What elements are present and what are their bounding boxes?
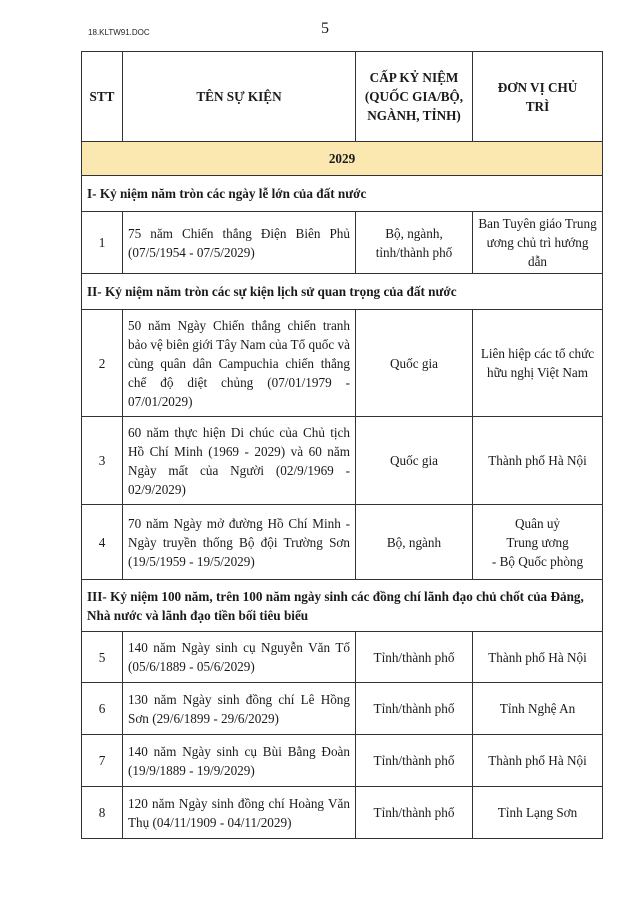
row-stt: 3 (82, 417, 123, 505)
row-level: Bộ, ngành (356, 505, 473, 580)
row-stt: 6 (82, 683, 123, 735)
section-row (82, 274, 603, 310)
year-row (82, 142, 603, 176)
row-event: 70 năm Ngày mở đường Hồ Chí Minh - Ngày truyền thống Bộ đội Trường Sơn (19/5/1959 - 19/5/2029) (123, 505, 356, 580)
host-line: Trung ương (506, 534, 569, 550)
row-host (473, 505, 603, 580)
table-row (82, 417, 603, 505)
table-row (82, 735, 603, 787)
row-event: 75 năm Chiến thắng Điện Biên Phủ (07/5/1954 - 07/5/2029) (123, 212, 356, 274)
row-stt: 8 (82, 787, 123, 839)
row-host: Thành phố Hà Nội (473, 632, 603, 683)
table-row (82, 632, 603, 683)
row-stt: 1 (82, 212, 123, 274)
row-stt: 4 (82, 505, 123, 580)
section-title: III- Kỷ niệm 100 năm, trên 100 năm ngày sinh các đồng chí lãnh đạo chủ chốt của Đảng, Nhà nước và lãnh đạo tiền bối tiêu biểu (82, 580, 603, 632)
section-title: I- Kỷ niệm năm tròn các ngày lễ lớn của đất nước (82, 176, 603, 212)
header-event: TÊN SỰ KIỆN (123, 52, 356, 142)
section-title: II- Kỷ niệm năm tròn các sự kiện lịch sử quan trọng của đất nước (82, 274, 603, 310)
row-host: Tỉnh Nghệ An (473, 683, 603, 735)
table-header-row (82, 52, 603, 142)
row-level: Bộ, ngành, tỉnh/thành phố (356, 212, 473, 274)
page-number: 5 (321, 20, 329, 37)
row-host: Thành phố Hà Nội (473, 417, 603, 505)
table-row (82, 505, 603, 580)
row-host: Thành phố Hà Nội (473, 735, 603, 787)
table-row (82, 683, 603, 735)
row-level: Tỉnh/thành phố (356, 632, 473, 683)
host-line: Quân uỷ (514, 515, 561, 531)
year-label: 2029 (82, 142, 603, 176)
section-row (82, 580, 603, 632)
row-host: Ban Tuyên giáo Trung ương chủ trì hướng dẫn (473, 212, 603, 274)
row-stt: 2 (82, 310, 123, 417)
row-event: 140 năm Ngày sinh cụ Nguyễn Văn Tố (05/6/1889 - 05/6/2029) (123, 632, 356, 683)
host-line: - Bộ Quốc phòng (491, 553, 584, 569)
row-event: 120 năm Ngày sinh đồng chí Hoàng Văn Thụ (04/11/1909 - 04/11/2029) (123, 787, 356, 839)
header-host: ĐƠN VỊ CHỦ TRÌ (473, 52, 603, 142)
row-level: Tỉnh/thành phố (356, 787, 473, 839)
header-level: CẤP KỶ NIỆM (QUỐC GIA/BỘ, NGÀNH, TỈNH) (356, 52, 473, 142)
section-row (82, 176, 603, 212)
row-level: Quốc gia (356, 310, 473, 417)
row-level: Tỉnh/thành phố (356, 683, 473, 735)
row-event: 50 năm Ngày Chiến thắng chiến tranh bảo vệ biên giới Tây Nam của Tổ quốc và cùng quân dân Campuchia chiến thắng chế độ diệt chủng (07/01/1979 - 07/01/2029) (123, 310, 356, 417)
row-stt: 7 (82, 735, 123, 787)
row-event: 130 năm Ngày sinh đồng chí Lê Hồng Sơn (29/6/1899 - 29/6/2029) (123, 683, 356, 735)
row-host: Liên hiệp các tổ chức hữu nghị Việt Nam (473, 310, 603, 417)
row-event: 60 năm thực hiện Di chúc của Chủ tịch Hồ Chí Minh (1969 - 2029) và 60 năm Ngày mất của Người (02/9/1969 - 02/9/2029) (123, 417, 356, 505)
table-row (82, 212, 603, 274)
table-row (82, 787, 603, 839)
events-table (81, 51, 603, 839)
document-code: 18.KLTW91.DOC (88, 28, 150, 37)
row-stt: 5 (82, 632, 123, 683)
row-host: Tỉnh Lạng Sơn (473, 787, 603, 839)
table-row (82, 310, 603, 417)
row-level: Quốc gia (356, 417, 473, 505)
row-event: 140 năm Ngày sinh cụ Bùi Bằng Đoàn (19/9/1889 - 19/9/2029) (123, 735, 356, 787)
row-level: Tỉnh/thành phố (356, 735, 473, 787)
header-stt: STT (82, 52, 123, 142)
